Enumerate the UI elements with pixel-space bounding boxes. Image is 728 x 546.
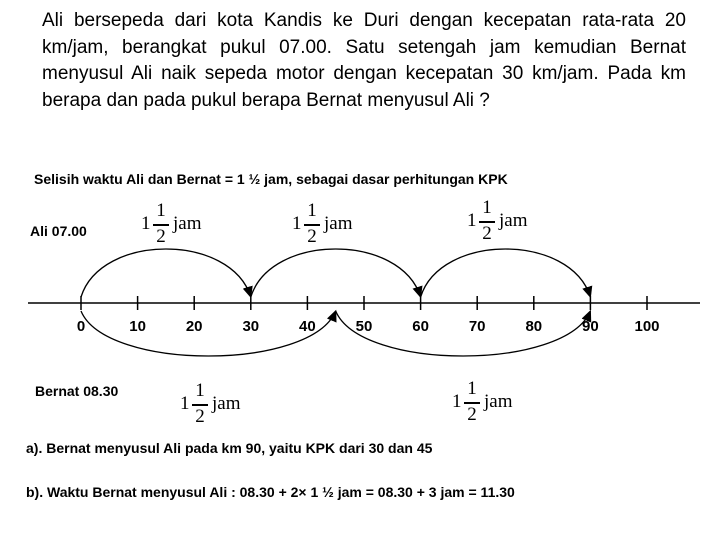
tick-label-40: 40	[299, 318, 316, 335]
ali-label: Ali 07.00	[30, 223, 87, 239]
tick-label-60: 60	[412, 318, 429, 335]
problem-statement: Ali bersepeda dari kota Kandis ke Duri dengan kecepatan rata-rata 20 km/jam, berangkat pukul 07.00. Satu setengah jam kemudian Bernat menyusul Ali naik sepeda motor dengan kecepatan 30 km/jam. Pada km berapa dan pada pukul berapa Bernat menyusul Ali ?	[42, 10, 686, 111]
tick-label-90: 90	[582, 318, 599, 335]
ali-jump-arc-1	[81, 249, 251, 297]
tick-label-70: 70	[468, 318, 486, 335]
tick-label-30: 30	[242, 318, 260, 335]
ali-jump-arc-2	[251, 249, 421, 297]
answer-b: b). Waktu Bernat menyusul Ali : 08.30 + 2× 1 ½ jam = 08.30 + 3 jam = 11.30	[26, 484, 515, 500]
tick-label-10: 10	[129, 318, 146, 335]
bernat-label: Bernat 08.30	[35, 383, 119, 399]
tick-label-50: 50	[355, 318, 373, 335]
time-difference-note: Selisih waktu Ali dan Bernat = 1 ½ jam, sebagai dasar perhitungan KPK	[34, 171, 508, 187]
tick-label-100: 100	[634, 318, 660, 335]
tick-label-20: 20	[185, 318, 203, 335]
tick-label-80: 80	[525, 318, 543, 335]
ali-jump-arc-3	[421, 249, 591, 297]
bernat-jump-arc-2	[336, 311, 591, 356]
answer-a: a). Bernat menyusul Ali pada km 90, yaitu KPK dari 30 dan 45	[26, 440, 433, 456]
tick-label-0: 0	[76, 318, 86, 335]
bernat-jump-arc-1	[81, 311, 336, 356]
